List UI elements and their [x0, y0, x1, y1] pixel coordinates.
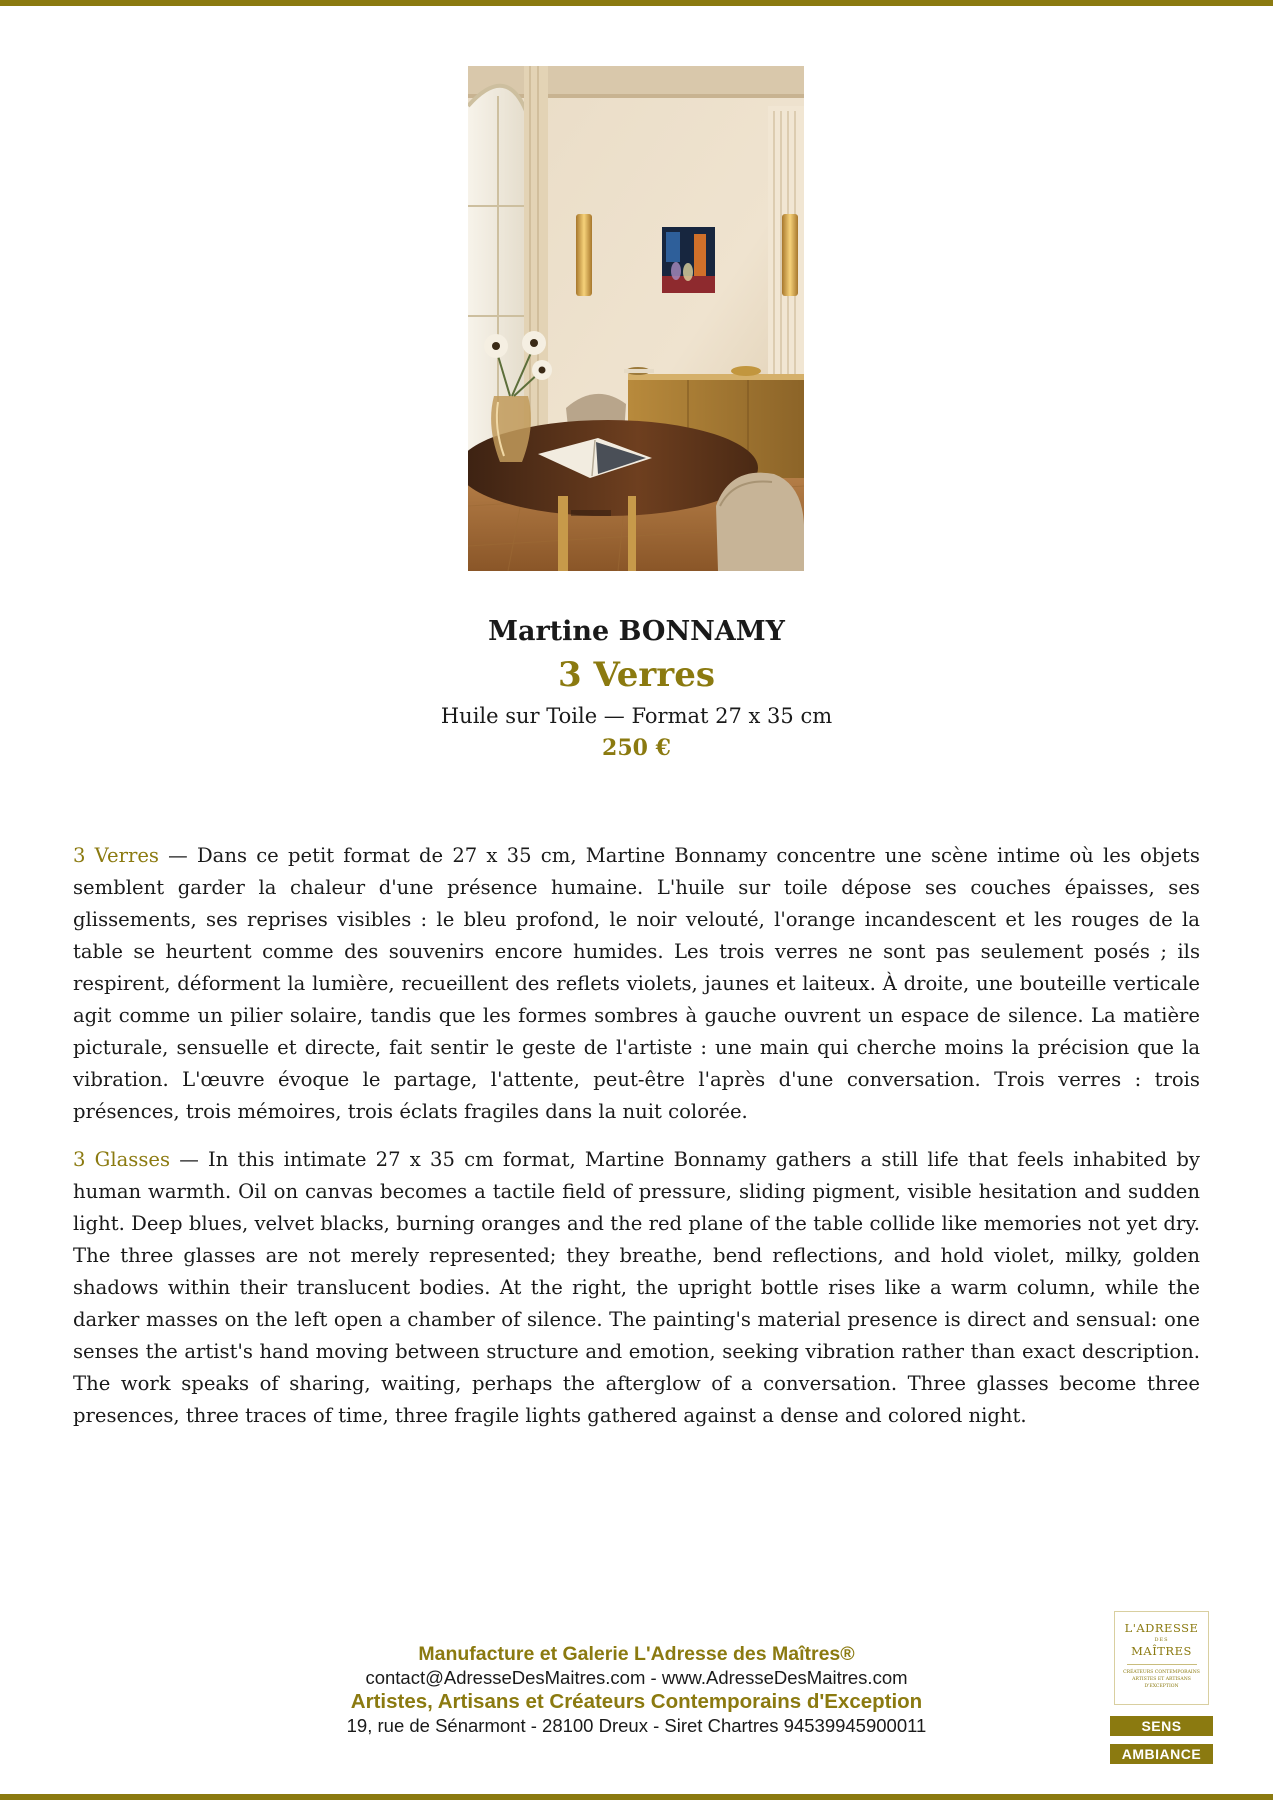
artwork-title: 3 Verres [558, 655, 715, 695]
logo-divider [1127, 1664, 1197, 1665]
artwork-heading [0, 612, 1273, 764]
ambiance-badge: AMBIANCE [1110, 1744, 1213, 1764]
logo-line-4: CRÉATEURS CONTEMPORAINS ARTISTES ET ARTISANS D'EXCEPTION [1123, 1670, 1200, 1689]
logo-line-2: DES [1154, 1637, 1169, 1643]
footer-tagline: Artistes, Artisans et Créateurs Contemporains d'Exception [350, 1690, 923, 1713]
bottom-accent-bar [0, 1794, 1273, 1800]
gallery-footer [0, 1642, 1273, 1738]
artwork-interior-image [468, 66, 804, 571]
artwork-descriptions [73, 840, 1200, 1432]
description-english-lead: 3 Glasses [73, 1148, 171, 1171]
footer-gallery-name: Manufacture et Galerie L'Adresse des Maîtres® [418, 1643, 855, 1665]
logo-line-1: L'ADRESSE [1124, 1621, 1199, 1635]
description-english-text: — In this intimate 27 x 35 cm format, Martine Bonnamy gathers a still life that feels inhabited by human warmth. Oil on canvas becomes a tactile field of pressure, sliding pigment, visible hesitation and sudden light. Deep blues, velvet blacks, burning oranges and the red plane of the table collide like memories not yet dry. The three glasses are not merely represented; they breathe, bend reflections, and hold violet, milky, golden shadows within their translucent bodies. At the right, the upright bottle rises like a warm column, while the darker masses on the left open a chamber of silence. The painting's material presence is direct and sensual: one senses the artist's hand moving between structure and emotion, seeking vibration rather than exact description. The work speaks of sharing, waiting, perhaps the afterglow of a conversation. Three glasses become three presences, three traces of time, three fragile lights gathered against a dense and colored night. [73, 1148, 1201, 1427]
description-french-text: — Dans ce petit format de 27 x 35 cm, Martine Bonnamy concentre une scène intime où les objets semblent garder la chaleur d'une présence humaine. L'huile sur toile dépose ses couches épaisses, ses glissements, ses reprises visibles : le bleu profond, le noir velouté, l'orange incandescent et les rouges de la table se heurtent comme des souvenirs encore humides. Les trois verres ne sont pas seulement posés ; ils respirent, déforment la lumière, recueillent des reflets violets, jaunes et laiteux. À droite, une bouteille verticale agit comme un pilier solaire, tandis que les formes sombres à gauche ouvrent un espace de silence. La matière picturale, sensuelle et directe, fait sentir le geste de l'artiste : une main qui cherche moins la précision que la vibration. L'œuvre évoque le partage, l'attente, peut-être l'après d'une conversation. Trois verres : trois présences, trois mémoires, trois éclats fragiles dans la nuit colorée. [73, 844, 1200, 1123]
logo-line-3: MAÎTRES [1131, 1644, 1192, 1658]
gallery-logo [1114, 1611, 1209, 1705]
description-english [73, 1144, 1200, 1432]
description-french-lead: 3 Verres [73, 844, 159, 867]
artwork-medium-format: Huile sur Toile — Format 27 x 35 cm [440, 704, 833, 728]
description-french [73, 840, 1200, 1128]
artist-name: Martine BONNAMY [488, 616, 785, 647]
top-accent-bar [0, 0, 1273, 6]
footer-address: 19, rue de Sénarmont - 28100 Dreux - Siret Chartres 94539945900011 [346, 1715, 927, 1736]
sens-badge: SENS [1110, 1716, 1213, 1736]
artwork-price: 250 € [602, 735, 671, 761]
footer-contact: contact@AdresseDesMaitres.com - www.AdresseDesMaitres.com [365, 1667, 908, 1688]
interior-room-with-painting-image [468, 66, 804, 571]
